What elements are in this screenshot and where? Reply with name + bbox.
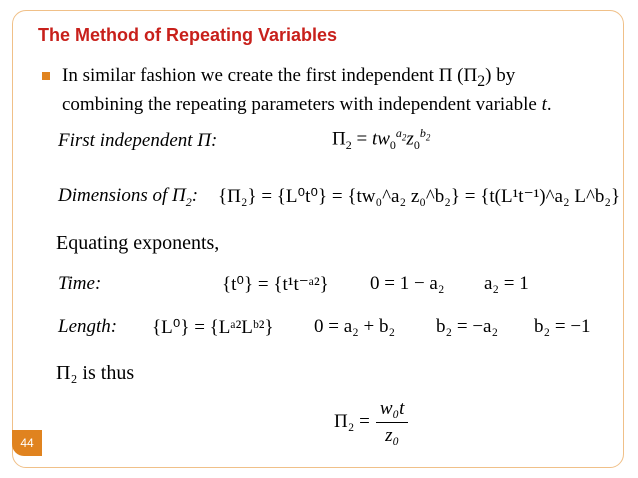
bullet-line1-end: ) by	[485, 65, 516, 86]
page-number-badge: 44	[12, 430, 42, 456]
length-expression-4: b₂ = −1	[534, 316, 591, 337]
time-label: Time:	[58, 273, 102, 294]
result-equation	[334, 398, 408, 447]
dimensions-label-sub: 2	[185, 194, 192, 209]
result-lhs: Π₂ =	[334, 410, 370, 432]
thus-text: Π₂ is thus	[56, 362, 135, 384]
dimensions-label-end: :	[191, 185, 199, 206]
first-pi-z-sup	[419, 126, 431, 143]
first-pi-w-sub: 0	[389, 138, 396, 153]
first-pi-lhs: Π	[332, 128, 346, 150]
bullet-paragraph	[62, 64, 552, 116]
result-denominator: z₀	[385, 425, 400, 446]
first-pi-equation	[332, 126, 430, 153]
bullet-line2-var: t	[541, 93, 547, 115]
bullet-line1-sub: 2	[477, 72, 486, 90]
bullet-line2: combining the repeating parameters with independent variable	[62, 93, 542, 115]
length-expression-1: {L⁰} = {Lᵃ²Lᵇ²}	[152, 317, 274, 338]
first-pi-eq: =	[351, 128, 372, 150]
first-pi-z-sup-b: b	[419, 126, 426, 140]
bullet-line2-end: .	[546, 93, 552, 115]
first-pi-w: w	[377, 128, 390, 150]
first-pi-w-sup	[395, 126, 407, 143]
result-numerator: w₀t	[376, 398, 409, 423]
first-pi-t: t	[371, 128, 378, 150]
dimensions-expression: {Π₂} = {L⁰t⁰} = {tw₀^a₂ z₀^b₂} = {t(L¹t⁻¹)^a₂ L^b₂}	[218, 186, 621, 207]
length-expression-2: 0 = a₂ + b₂	[314, 316, 396, 337]
first-pi-z: z	[406, 128, 414, 150]
length-label: Length:	[58, 316, 118, 337]
bullet-line1: In similar fashion we create the first independent Π (Π	[62, 65, 478, 86]
bullet-square-icon	[42, 72, 50, 80]
result-fraction	[376, 398, 409, 447]
first-pi-w-sup-sub: 2	[401, 132, 407, 143]
time-expression-2: 0 = 1 − a₂	[370, 273, 445, 294]
first-pi-z-sup-sub: 2	[425, 132, 431, 143]
time-expression-1: {t⁰} = {t¹t⁻ᵃ²}	[222, 274, 329, 295]
first-pi-z-sub: 0	[413, 138, 420, 153]
length-expression-3: b₂ = −a₂	[436, 316, 499, 337]
first-pi-w-sup-a: a	[395, 126, 402, 140]
dimensions-label	[58, 185, 198, 210]
first-pi-lhs-sub: 2	[345, 138, 352, 153]
dimensions-label-text: Dimensions of Π	[58, 185, 186, 206]
equating-text: Equating exponents,	[56, 232, 220, 254]
first-pi-label: First independent Π:	[58, 130, 218, 151]
slide-title: The Method of Repeating Variables	[38, 25, 338, 45]
time-expression-3: a₂ = 1	[484, 273, 529, 294]
